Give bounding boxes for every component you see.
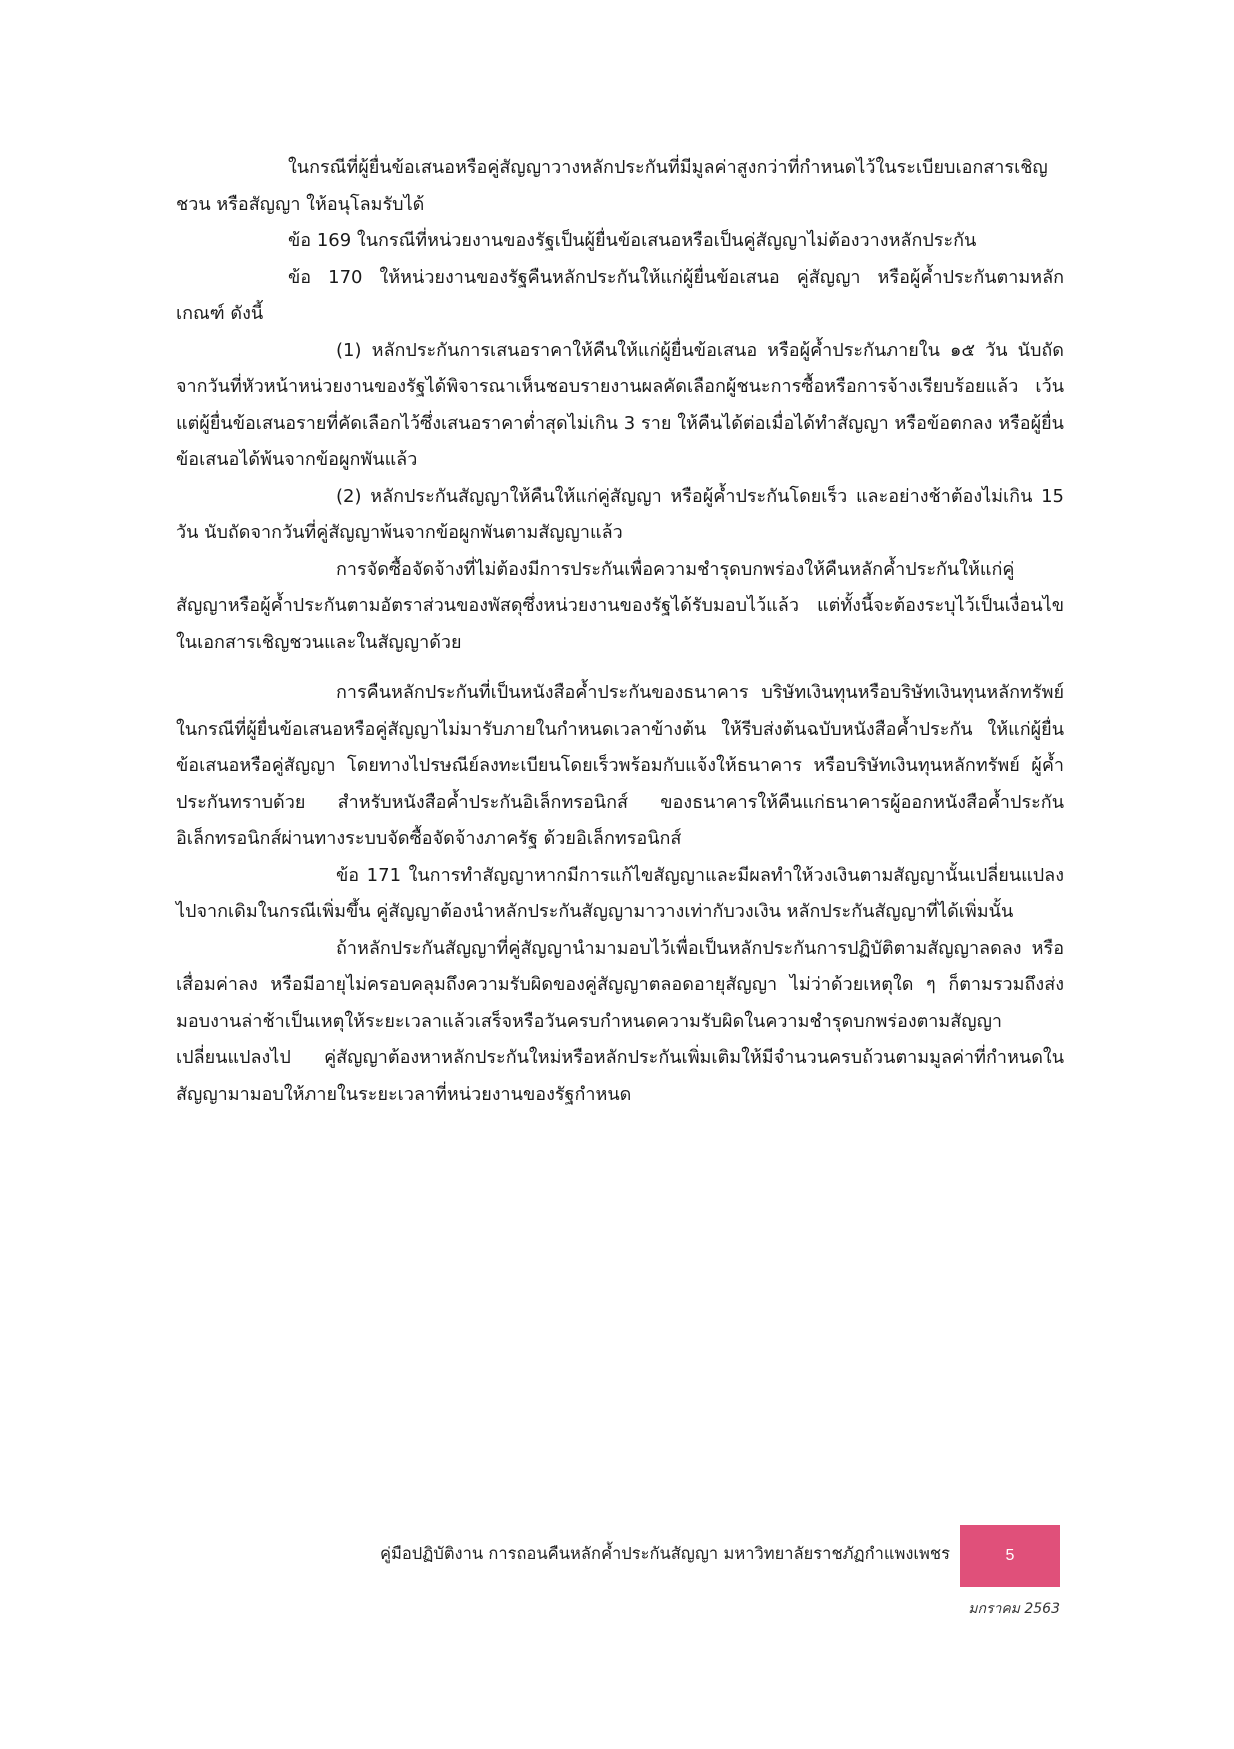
document-body xyxy=(176,150,1064,1113)
paragraph: ข้อ 170 ให้หน่วยงานของรัฐคืนหลักประกันให้แก่ผู้ยื่นข้อเสนอ คู่สัญญา หรือผู้ค้ำประกันตามหลักเกณฑ์ ดังนี้ xyxy=(176,266,1064,324)
paragraph: การจัดซื้อจัดจ้างที่ไม่ต้องมีการประกันเพื่อความชำรุดบกพร่องให้คืนหลักค้ำประกันให้แก่คู่สัญญาหรือผู้ค้ำประกันตามอัตราส่วนของพัสดุซึ่งหน่วยงานของรัฐได้รับมอบไว้แล้ว แต่ทั้งนี้จะต้องระบุไว้เป็นเงื่อนไขในเอกสารเชิญชวนและในสัญญาด้วย xyxy=(176,558,1064,653)
paragraph: ข้อ 169 ในกรณีที่หน่วยงานของรัฐเป็นผู้ยื่นข้อเสนอหรือเป็นคู่สัญญาไม่ต้องวางหลักประกัน xyxy=(288,230,977,251)
paragraph: ถ้าหลักประกันสัญญาที่คู่สัญญานำมามอบไว้เพื่อเป็นหลักประกันการปฏิบัติตามสัญญาลดลง หรือเสื่อมค่าลง หรือมีอายุไม่ครอบคลุมถึงความรับผิดของคู่สัญญาตลอดอายุสัญญา ไม่ว่าด้วยเหตุใด ๆ ก็ตามรวมถึงส่งมอบงานล่าช้าเป็นเหตุให้ระยะเวลาแล้วเสร็จหรือวันครบกำหนดความรับผิดในความชำรุดบกพร่องตามสัญญาเปลี่ยนแปลงไป คู่สัญญาต้องหาหลักประกันใหม่หรือหลักประกันเพิ่มเติมให้มีจำนวนครบถ้วนตามมูลค่าที่กำหนดในสัญญามามอบให้ภายในระยะเวลาที่หน่วยงานของรัฐกำหนด xyxy=(176,937,1064,1105)
paragraph: การคืนหลักประกันที่เป็นหนังสือค้ำประกันของธนาคาร บริษัทเงินทุนหรือบริษัทเงินทุนหลักทรัพย์ ในกรณีที่ผู้ยื่นข้อเสนอหรือคู่สัญญาไม่มารับภายในกำหนดเวลาข้างต้น ให้รีบส่งต้นฉบับหนังสือค้ำประกัน ให้แก่ผู้ยื่นข้อเสนอหรือคู่สัญญา โดยทางไปรษณีย์ลงทะเบียนโดยเร็วพร้อมกับแจ้งให้ธนาคาร หรือบริษัทเงินทุนหลักทรัพย์ ผู้ค้ำประกันทราบด้วย สำหรับหนังสือค้ำประกันอิเล็กทรอนิกส์ ของธนาคารให้คืนแก่ธนาคารผู้ออกหนังสือค้ำประกันอิเล็กทรอนิกส์ผ่านทางระบบจัดซื้อจัดจ้างภาครัฐ ด้วยอิเล็กทรอนิกส์ xyxy=(176,682,1064,849)
page-number-badge xyxy=(960,1525,1060,1587)
paragraph: (2) หลักประกันสัญญาให้คืนให้แก่คู่สัญญา หรือผู้ค้ำประกันโดยเร็ว และอย่างช้าต้องไม่เกิน 15 วัน นับถัดจากวันที่คู่สัญญาพ้นจากข้อผูกพันตามสัญญาแล้ว xyxy=(176,485,1064,543)
footer-date: มกราคม 2563 xyxy=(968,1601,1060,1617)
paragraph: ข้อ 171 ในการทำสัญญาหากมีการแก้ไขสัญญาและมีผลทำให้วงเงินตามสัญญานั้นเปลี่ยนแปลงไปจากเดิมในกรณีเพิ่มขึ้น คู่สัญญาต้องนำหลักประกันสัญญามาวางเท่ากับวงเงิน หลักประกันสัญญาที่ได้เพิ่มนั้น xyxy=(176,864,1064,922)
page-number: 5 xyxy=(1005,1547,1015,1564)
paragraph: ในกรณีที่ผู้ยื่นข้อเสนอหรือคู่สัญญาวางหลักประกันที่มีมูลค่าสูงกว่าที่กำหนดไว้ในระเบียบเอกสารเชิญชวน หรือสัญญา ให้อนุโลมรับได้ xyxy=(176,157,1048,215)
paragraph: (1) หลักประกันการเสนอราคาให้คืนให้แก่ผู้ยื่นข้อเสนอ หรือผู้ค้ำประกันภายใน ๑๕ วัน นับถัดจากวันที่หัวหน้าหน่วยงานของรัฐได้พิจารณาเห็นชอบรายงานผลคัดเลือกผู้ชนะการซื้อหรือการจ้างเรียบร้อยแล้ว เว้นแต่ผู้ยื่นข้อเสนอรายที่คัดเลือกไว้ซึ่งเสนอราคาต่ำสุดไม่เกิน 3 ราย ให้คืนได้ต่อเมื่อได้ทำสัญญา หรือข้อตกลง หรือผู้ยื่นข้อเสนอได้พ้นจากข้อผูกพันแล้ว xyxy=(176,339,1064,470)
footer-title: คู่มือปฏิบัติงาน การถอนคืนหลักค้ำประกันสัญญา มหาวิทยาลัยราชภัฏกำแพงเพชร xyxy=(379,1544,950,1563)
